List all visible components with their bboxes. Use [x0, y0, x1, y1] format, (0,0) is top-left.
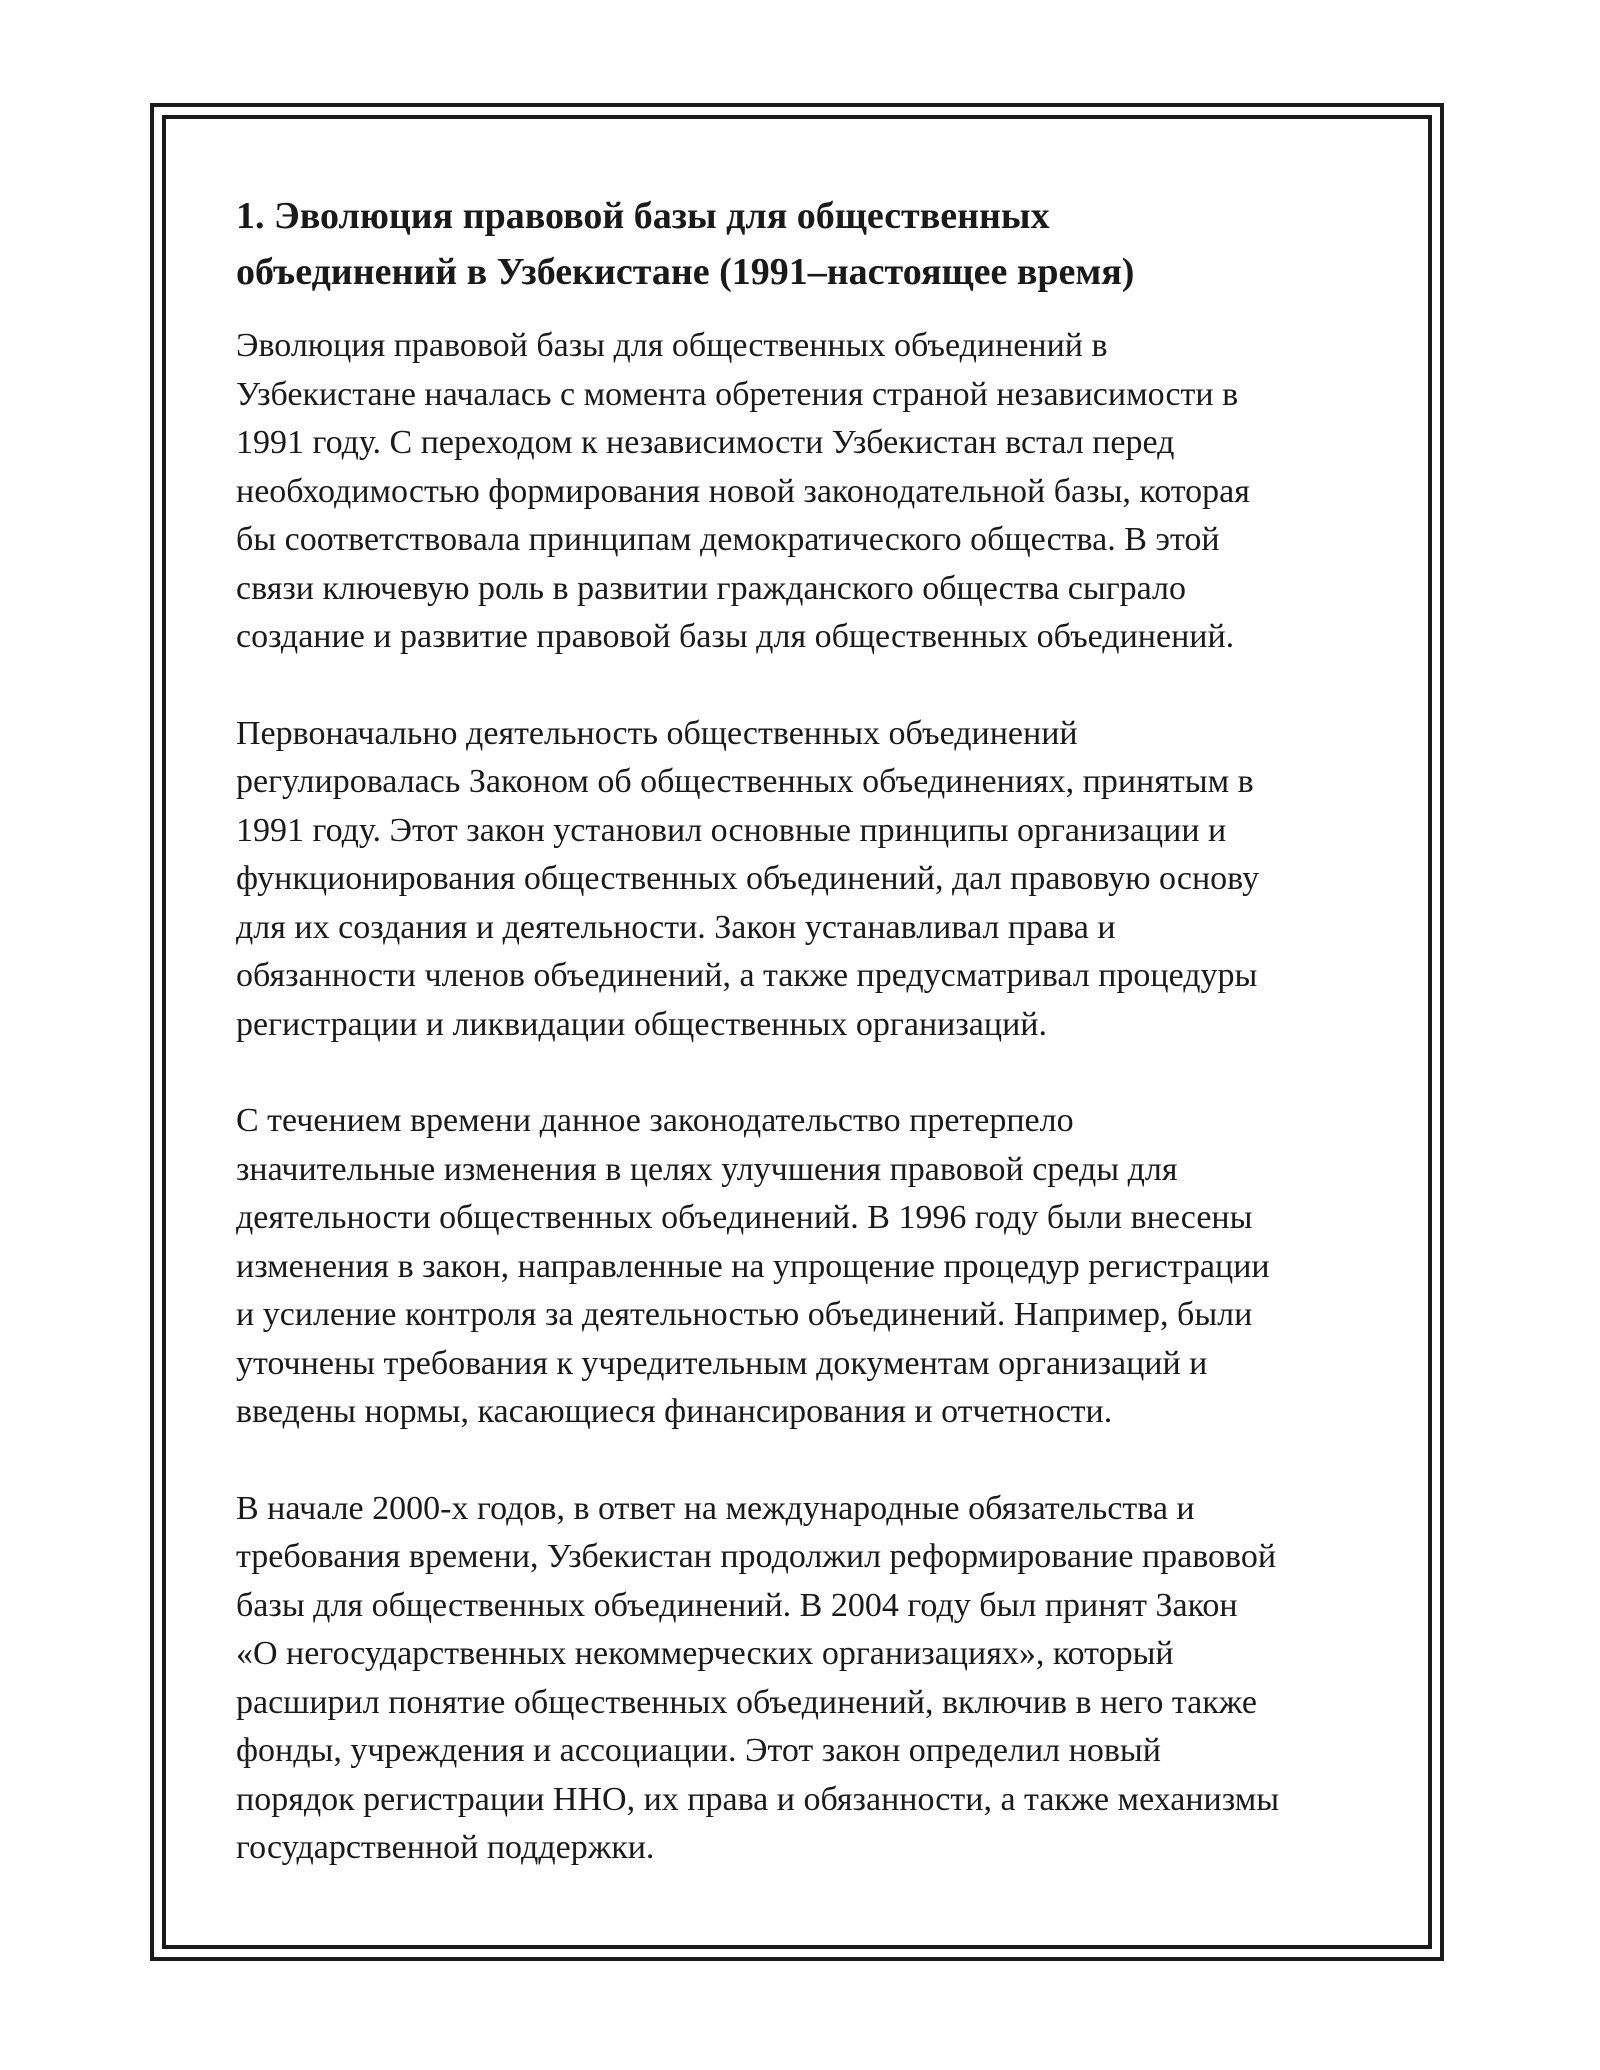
document-body	[236, 188, 1366, 1921]
paragraph-2: Первоначально деятельность общественных объединений регулировалась Законом об общественных объединениях, принятым в 1991 году. Этот закон установил основные принципы организации и функционирования общественных объединений, дал правовую основу для их создания и деятельности. Закон устанавливал права и обязанности членов объединений, а также предусматривал процедуры регистрации и ликвидации общественных организаций.	[236, 714, 1260, 1043]
paragraph-4: В начале 2000-х годов, в ответ на международные обязательства и требования времени, Узбекистан продолжил реформирование правовой базы для общественных объединений. В 2004 году был принят Закон «О негосударственных некоммерческих организациях», который расширил понятие общественных объединений, включив в него также фонды, учреждения и ассоциации. Этот закон определил новый порядок регистрации ННО, их права и обязанности, а также механизмы государственной поддержки.	[236, 1489, 1280, 1866]
paragraph-1: Эволюция правовой базы для общественных объединений в Узбекистане началась с момента обретения страной независимости в 1991 году. С переходом к независимости Узбекистан встал перед необходимостью формирования новой законодательной базы, которая бы соответствовала принципам демократического общества. В этой связи ключевую роль в развитии гражданского общества сыграло создание и развитие правовой базы для общественных объединений.	[236, 327, 1250, 655]
section-title: 1. Эволюция правовой базы для общественных объединений в Узбекистане (1991–настоящее время)	[236, 195, 1135, 293]
paragraph-3: С течением времени данное законодательство претерпело значительные изменения в целях улучшения правовой среды для деятельности общественных объединений. В 1996 году были внесены изменения в закон, направленные на упрощение процедур регистрации и усиление контроля за деятельностью объединений. Например, были уточнены требования к учредительным документам организаций и введены нормы, касающиеся финансирования и отчетности.	[236, 1102, 1270, 1430]
